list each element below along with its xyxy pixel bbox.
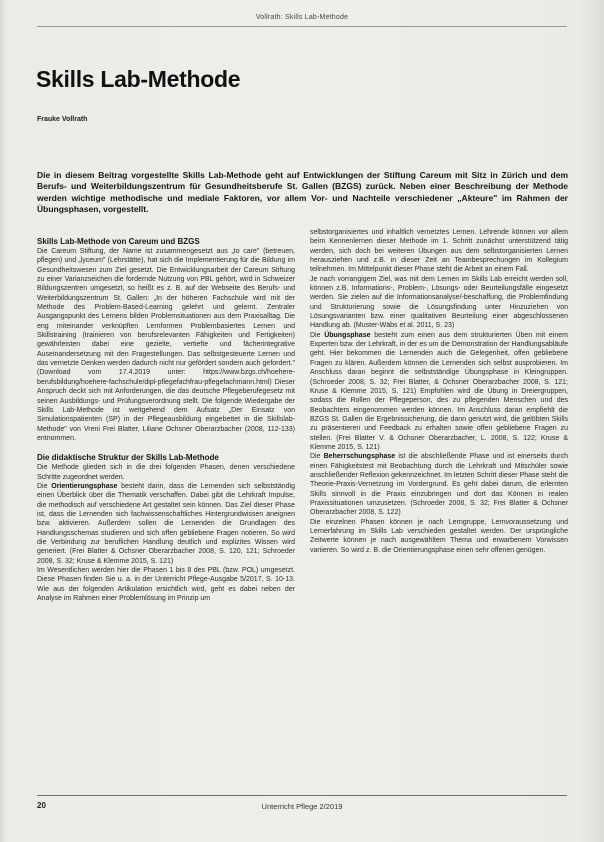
right-column (310, 228, 568, 555)
running-header: Vollrath: Skills Lab-Methode (255, 14, 349, 21)
paragraph: Im Wesentlichen werden hier die Phasen 1 bis 8 des PBL (bzw. POL) umgesetzt. Diese Phasen finden Sie u. a. in der Unterricht Pflege-Ausgabe 5/2017, S. 10-13. Wie aus der folgenden Artikulation ersichtlich wird, geht es dabei neben der Analyse im Rahmen einer Problemlösung im Prinzip um (37, 567, 295, 603)
section-heading-didaktische-struktur: Die didaktische Struktur der Skills Lab-Methode (37, 453, 219, 463)
paragraph: Die Careum Stiftung, der Name ist zusammengesetzt aus „to care" (betreuen, pflegen) und „lyceum" (Lehrstätte), hat sich die Implementierung für die Bildung im Gesundheitswesen zum Ziel gesetzt. Die Entwicklungsarbeit der Careum Stiftung zu einer Varianzseichen die fordernde Nutzung von PBL gehört, wird in Schweizer Bildungszentren umgesetzt, so heißt es z. B. auf der Webseite des Berufs- und Weiterbildungszentrum St. Gallen: „In der höheren Fachschule wird mit der Methode des Problem-Based-Learning gelehrt und gelernt. Zentraler Ausgangspunkt des Lernens bilden Problemsituationen aus dem Praxisalltag. Die eng miteinander verknüpften Lernformen Problembasiertes Lernen und Skillstraining (trainieren von berufsrelevanten Fähigkeiten und Fertigkeiten) gewährleisten dabei eine gezielte, vertiefte und fächerintegrative Auseinandersetzung mit den Fragestellungen. Das selbstgesteuerte Lernen und das vernetzte Denken werden dadurch nicht nur gefördert sondern auch gefordert." (Download vom 17.4.2019 unter: https://www.bzgs.ch/hoehere-berufsbildung/hoehere-fachschule/dipl-pflegefachfrau-pflegefachmann.html) Dieser Anspruch deckt sich mit Anforderungen, die das deutsche Pflegeberufegesetz mit seinen Ausbildungs- und Prüfungsverordnung stellt. Die folgende Wiedergabe der Skills Lab-Methode ist weitgehend dem Aufsatz „Der Einsatz von Simulationspatienten (SP) in der Pflegeausbildung eingebettet in die Skillslab-Methode" von Vreni Frei Blatter, Liliane Ochsner Oberarzbacher (2008, 112-133) entnommen. (37, 248, 295, 442)
text-run: ist die abschließende Phase und ist einerseits durch einen Fähigkeitstest mit Beobachtung durch die Lehrkraft und Mitschüler sowie anschließender Reflexion gekennzeichnet. Im letzten Schritt dieser Phase steht die Theorie-Praxis-Vernetzung im Vordergrund. Es geht dabei darum, die erlernten Skills sinnvoll in die Praxis einzubringen und dort das Können in realen Praxissituationen umzusetzen. (Schroeder 2008, S. 32; Frei Blatter & Ochsner Oberarzbacher 2008, S. 122) (310, 453, 568, 517)
page-number: 20 (37, 801, 46, 810)
text-run: Die (37, 482, 52, 490)
footer-rule (37, 795, 567, 796)
term-beherrschungsphase: Beherrschungsphase (323, 453, 396, 461)
term-orientierungsphase: Orientierungsphase (51, 482, 118, 490)
paragraph: Je nach vorrangigem Ziel, was mit dem Lernen im Skills Lab erreicht werden soll, können z.B. Informations-, Problem-, Lösungs- oder Beurteilungsfälle eingesetzt werden. Sie zielen auf die Informationsanalyse/-beschaffung, die Problemfindung und Strukturierung sowie die Lösungsfindung unter Hinzuziehen von Lösungsvarianten bzw. einer qualitativen Beurteilung einer abgeschlossenen Handlung ab. (Muster-Wäbs et al. 2011, S. 23) (310, 275, 568, 330)
paragraph-uebungsphase (310, 331, 568, 452)
text-run: Die (310, 453, 324, 461)
left-column (37, 236, 295, 603)
journal-issue: Unterricht Pflege 2/2019 (261, 802, 343, 811)
article-lead: Die in diesem Beitrag vorgestellte Skills Lab-Methode geht auf Entwicklungen der Stiftung Careum mit Sitz in Zürich und dem Berufs- und Weiterbildungszentrum für Gesundheitsberufe St. Gallen (BZGS) zurück. Neben einer Beschreibung der Methode werden wichtige methodische und mediale Faktoren, vor allem Vor- und Nachteile verschiedener „Akteure" im Rahmen der Übungsphasen, vorgestellt. (37, 170, 568, 215)
header-rule (37, 26, 567, 27)
text-run: Die (310, 331, 325, 339)
article-title: Skills Lab-Methode (36, 66, 241, 92)
article-author: Frauke Vollrath (37, 116, 88, 123)
paragraph-orientierungsphase (37, 482, 295, 566)
paragraph: Die einzelnen Phasen können je nach Lerngruppe, Lernvoraussetzung und Lernerfahrung im Skills Lab verschieden gestaltet werden. Der ursprüngliche Zeitwerte können je nach ausgewähltem Thema und erwarbenem Vorwissen variieren. So wird z. B. die Orientierungsphase einen sehr offenen genügen. (310, 518, 568, 554)
text-run: besteht darin, dass die Lernenden sich selbstständig einen Überblick über die Thematik verschaffen. Dabei gibt die Lehrkraft Impulse, die methodisch auf verschiedene Art gestaltet sein können. Das Ziel dieser Phase ist, dass die Lernenden sich fachwissenschaftliches Hintergrundwissen aneignen bzw. aktivieren. Außerdem sollen die Lernenden die Grundlagen des Handlungsschemas studieren und sich offen gebliebene Fragen notieren. So wird die Verbindung zur beruflichen Handlung deutlich und explizites Wissen wird generiert. (Frei Blatter & Ochsner Oberarzbacher 2008, S. 120, 121; Schroeder 2008, S. 32; Kruse & Klemme 2015, S. 121) (37, 482, 295, 565)
section-heading-careum: Skills Lab-Methode von Careum und BZGS (37, 237, 200, 246)
paragraph: selbstorganisiertes und inhaltlich vernetztes Lernen. Lehrende können vor allem beim Kennenlernen dieser Methode im 1. Schritt zunächst unterstützend tätig werden, sich doch bei weiteren Übungen aus dem selbstorganisierten Lernen herausziehen und z.B. in dieser Zeit an Teambesprechungen im Kollegium teilnehmen. Im Mittelpunkt dieser Phase steht die Arbeit an einem Fall. (310, 229, 568, 274)
term-uebungsphase: Übungsphase (324, 331, 371, 339)
paragraph-beherrschungsphase (310, 452, 568, 517)
text-run: besteht zum einen aus dem strukturierten Üben mit einem Experten bzw. der Lehrkraft, in der es um die Demonstration der Handlungsabläufe geht. Hier bekommen die Lernenden auch die Gelegenheit, offen gebliebene Fragen zu klären. Außerdem können die Lernenden sich selbst ausprobieren. Im Anschluss daran beginnt die selbstständige Übungsphase in Kleingruppen. (Schroeder 2008, S. 32; Frei Blatter, & Ochsner Oberarzbacher 2008, S. 121; Kruse & Klemme 2015, S. 121) Empfohlen wird die Übung in Dreiergruppen, sodass die Rollen der Pflegeperson, des zu pflegenden Menschen und des Beobachters eingenommen werden können. Im Anschluss daran empfiehlt die BZGS St. Gallen die Ergebnissicherung, die dann genutzt wird, die gelöbten Skills zu präsentieren und Feedback zu erhalten sowie offen gebliebene Fragen zu stellen. (Frei Blatter V. & Ochsner Oberarzbacher, L. 2008, S. 122; Kruse & Klemme 2015, S. 121) (310, 331, 568, 451)
paragraph: Die Methode gliedert sich in die drei folgenden Phasen, denen verschiedene Schritte zugeordnet werden. (37, 464, 295, 481)
